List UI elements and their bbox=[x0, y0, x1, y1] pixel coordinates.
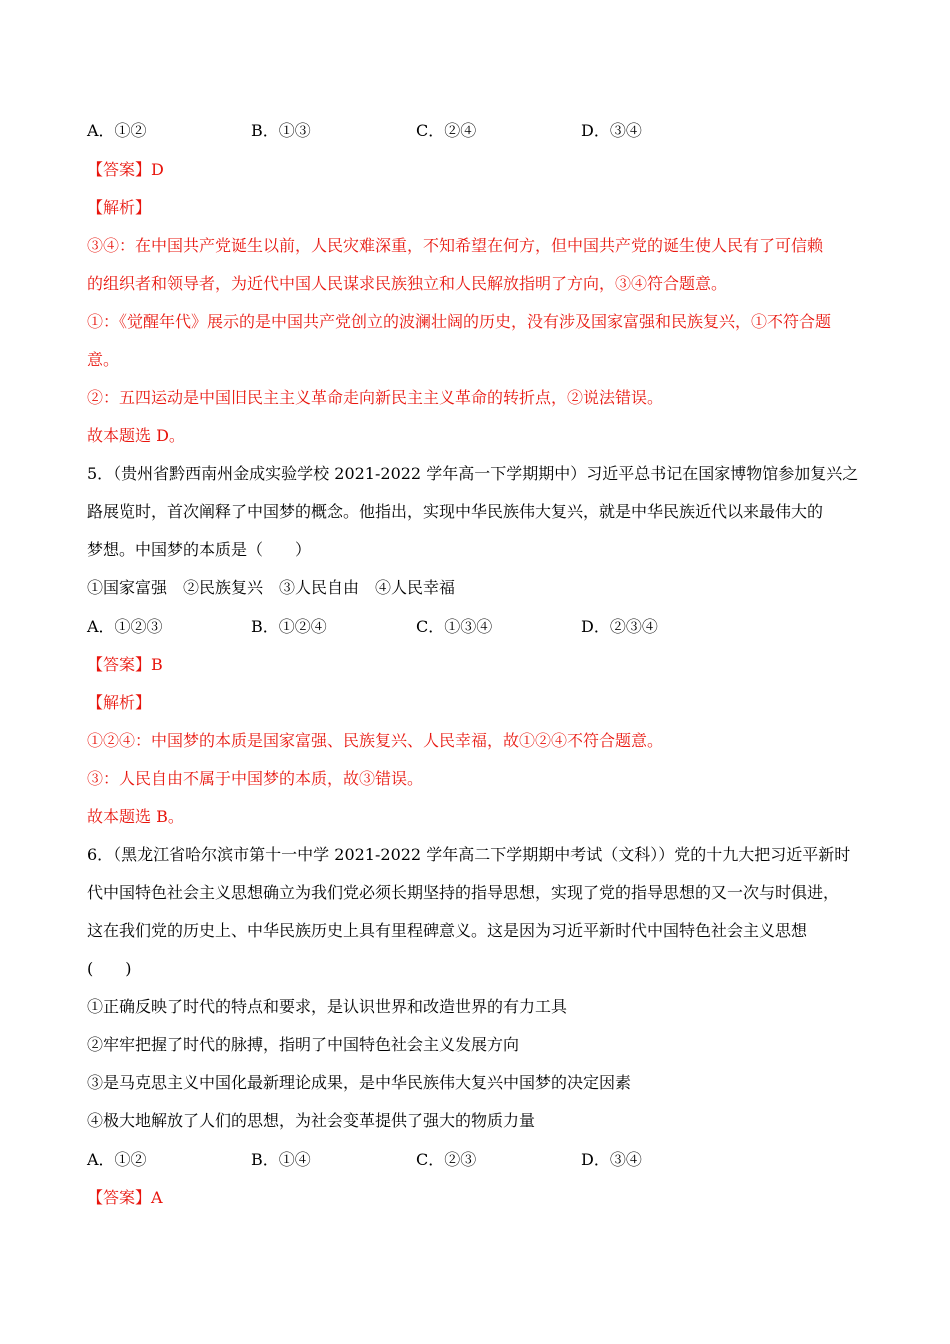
q5-conclusion: 故本题选 B。 bbox=[87, 807, 184, 826]
q4-analysis-line: ②：五四运动是中国旧民主主义革命走向新民主主义革命的转折点，②说法错误。 bbox=[87, 388, 664, 407]
q4-option-d: D．③④ bbox=[581, 121, 642, 140]
q5-answer: 【答案】B bbox=[87, 655, 163, 674]
q5-stem-line: 路展览时，首次阐释了中国梦的概念。他指出，实现中华民族伟大复兴，就是中华民族近代以来最伟大的 bbox=[87, 502, 824, 521]
q4-option-b: B．①③ bbox=[251, 121, 311, 140]
q6-stem-line: 6．（黑龙江省哈尔滨市第十一中学 2021-2022 学年高二下学期期中考试（文科））党的十九大把习近平新时 bbox=[87, 845, 851, 864]
q6-stem-line: 这在我们党的历史上、中华民族历史上具有里程碑意义。这是因为习近平新时代中国特色社会主义思想 bbox=[87, 921, 808, 940]
q6-answer: 【答案】A bbox=[87, 1188, 163, 1207]
q4-analysis-line: ③④：在中国共产党诞生以前，人民灾难深重，不知希望在何方，但中国共产党的诞生使人民有了可信赖 bbox=[87, 236, 824, 255]
q5-stem-line: 梦想。中国梦的本质是（ ） bbox=[87, 540, 312, 559]
q6-option-b: B．①④ bbox=[251, 1150, 311, 1169]
q4-analysis-label: 【解析】 bbox=[87, 198, 152, 217]
q4-option-a: A．①② bbox=[87, 121, 147, 140]
q5-analysis-line: ③：人民自由不属于中国梦的本质，故③错误。 bbox=[87, 769, 424, 788]
q4-analysis-line: 的组织者和领导者，为近代中国人民谋求民族独立和人民解放指明了方向，③④符合题意。 bbox=[87, 274, 728, 293]
q4-answer: 【答案】D bbox=[87, 160, 164, 179]
q6-stem-line: 代中国特色社会主义思想确立为我们党必须长期坚持的指导思想，实现了党的指导思想的又一次与时俱进， bbox=[87, 883, 840, 902]
q6-item: ④极大地解放了人们的思想，为社会变革提供了强大的物质力量 bbox=[87, 1111, 536, 1130]
q5-stem-line: 5．（贵州省黔西南州金成实验学校 2021-2022 学年高一下学期期中）习近平总书记在国家博物馆参加复兴之 bbox=[87, 464, 859, 483]
q5-analysis-line: ①②④：中国梦的本质是国家富强、民族复兴、人民幸福，故①②④不符合题意。 bbox=[87, 731, 664, 750]
q5-option-c: C．①③④ bbox=[416, 617, 493, 636]
q6-option-d: D．③④ bbox=[581, 1150, 642, 1169]
q5-items: ①国家富强 ②民族复兴 ③人民自由 ④人民幸福 bbox=[87, 578, 456, 597]
q5-option-a: A．①②③ bbox=[87, 617, 163, 636]
q6-item: ①正确反映了时代的特点和要求，是认识世界和改造世界的有力工具 bbox=[87, 997, 568, 1016]
q6-option-c: C．②③ bbox=[416, 1150, 477, 1169]
q4-analysis-line: 意。 bbox=[87, 350, 120, 369]
q5-option-d: D．②③④ bbox=[581, 617, 658, 636]
q4-option-c: C．②④ bbox=[416, 121, 477, 140]
q4-analysis-line: ①：《觉醒年代》展示的是中国共产党创立的波澜壮阔的历史，没有涉及国家富强和民族复兴，①不符合题 bbox=[87, 312, 832, 331]
q6-item: ③是马克思主义中国化最新理论成果，是中华民族伟大复兴中国梦的决定因素 bbox=[87, 1073, 632, 1092]
q6-item: ②牢牢把握了时代的脉搏，指明了中国特色社会主义发展方向 bbox=[87, 1035, 520, 1054]
q4-conclusion: 故本题选 D。 bbox=[87, 426, 185, 445]
q6-option-a: A．①② bbox=[87, 1150, 147, 1169]
q6-stem-line: ( ) bbox=[87, 959, 132, 978]
q5-analysis-label: 【解析】 bbox=[87, 693, 152, 712]
q5-option-b: B．①②④ bbox=[251, 617, 327, 636]
